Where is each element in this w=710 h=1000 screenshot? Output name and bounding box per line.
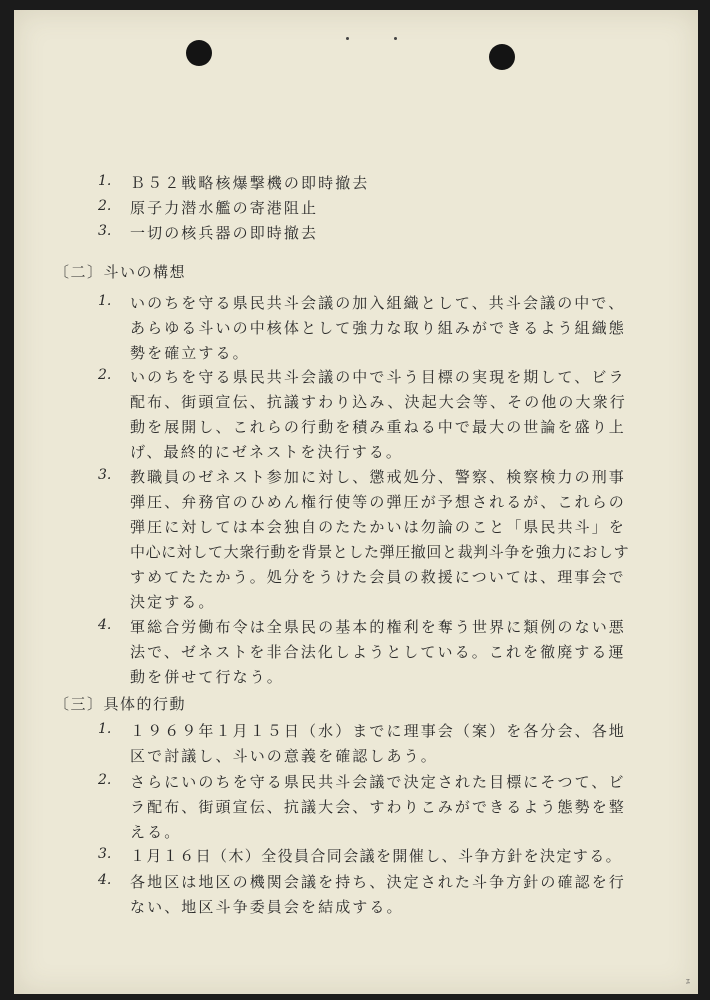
s3-item-2-line-3: える。 — [130, 823, 182, 841]
paper-speck — [394, 37, 397, 40]
s2-item-3-line-5: すめてたたかう。処分をうけた会員の救援については、理事会で — [130, 568, 626, 586]
s2-item-4-line-3: 動を併せて行なう。 — [130, 668, 284, 686]
s2-item-1-number: 1. — [98, 293, 112, 309]
section-2-heading: 〔二〕斗いの構想 — [54, 263, 187, 281]
s2-item-2-line-3: 動を展開し、これらの行動を積み重ねる中で最大の世論を盛り上 — [130, 418, 626, 436]
s3-item-2-number: 2. — [98, 772, 112, 788]
s3-item-3-number: 3. — [98, 846, 112, 862]
s2-item-4-line-1: 軍総合労働布令は全県民の基本的権利を奪う世界に類例のない悪 — [130, 618, 626, 636]
s2-item-1-line-3: 勢を確立する。 — [130, 344, 250, 362]
s2-item-3-line-6: 決定する。 — [130, 593, 216, 611]
s3-item-4-number: 4. — [98, 872, 112, 888]
list1-item-1-text: Ｂ５２戦略核爆撃機の即時撤去 — [130, 174, 370, 192]
document-page — [14, 10, 698, 994]
s2-item-3-number: 3. — [98, 467, 112, 483]
list1-item-2-text: 原子力潜水艦の寄港阻止 — [130, 199, 319, 217]
paper-speck — [346, 37, 349, 40]
punch-hole-left — [186, 40, 212, 66]
list1-item-2-number: 2. — [98, 198, 112, 214]
s3-item-4-line-2: ない、地区斗争委員会を結成する。 — [130, 898, 404, 916]
s3-item-1-line-2: 区で討議し、斗いの意義を確認しあう。 — [130, 747, 438, 765]
s2-item-3-line-3: 弾圧に対しては本会独自のたたかいは勿論のこと「県民共斗」を — [130, 518, 626, 536]
s3-item-1-line-1: １９６９年１月１５日（水）までに理事会（案）を各分会、各地 — [130, 722, 626, 740]
list1-item-3-text: 一切の核兵器の即時撤去 — [130, 224, 319, 242]
s3-item-2-line-1: さらにいのちを守る県民共斗会議で決定された目標にそつて、ビ — [130, 773, 626, 791]
s2-item-3-line-4: 中心に対して大衆行動を背景とした弾圧撤回と裁判斗争を強力におしす — [130, 543, 630, 561]
s2-item-1-line-1: いのちを守る県民共斗会議の加入組織として、共斗会議の中で、 — [130, 294, 626, 312]
s3-item-1-number: 1. — [98, 721, 112, 737]
s3-item-3-line-1: １月１６日（木）全役員合同会議を開催し、斗争方針を決定する。 — [130, 847, 623, 865]
list1-item-3-number: 3. — [98, 223, 112, 239]
s2-item-4-line-2: 法で、ゼネストを非合法化しようとしている。これを徹廃する運 — [130, 643, 626, 661]
s3-item-4-line-1: 各地区は地区の機関会議を持ち、決定された斗争方針の確認を行 — [130, 873, 626, 891]
punch-hole-right — [489, 44, 515, 70]
s2-item-1-line-2: あらゆる斗いの中核体として強力な取り組みができるよう組織態 — [130, 319, 626, 337]
s2-item-2-line-2: 配布、街頭宣伝、抗議すわり込み、決起大会等、その他の大衆行 — [130, 393, 627, 411]
s2-item-2-line-4: げ、最終的にゼネストを決行する。 — [130, 443, 404, 461]
s2-item-3-line-1: 教職員のゼネスト参加に対し、懲戒処分、警察、検察検力の刑事 — [130, 468, 626, 486]
s3-item-2-line-2: ラ配布、街頭宣伝、抗議大会、すわりこみができるよう態勢を整 — [130, 798, 626, 816]
s2-item-2-number: 2. — [98, 367, 112, 383]
s2-item-3-line-2: 弾圧、弁務官のひめん権行使等の弾圧が予想されるが、これらの — [130, 493, 626, 511]
section-3-heading: 〔三〕具体的行動 — [54, 695, 187, 713]
s2-item-4-number: 4. — [98, 617, 112, 633]
page-mark: ｴ — [686, 977, 690, 986]
s2-item-2-line-1: いのちを守る県民共斗会議の中で斗う目標の実現を期して、ビラ — [130, 368, 626, 386]
list1-item-1-number: 1. — [98, 173, 112, 189]
